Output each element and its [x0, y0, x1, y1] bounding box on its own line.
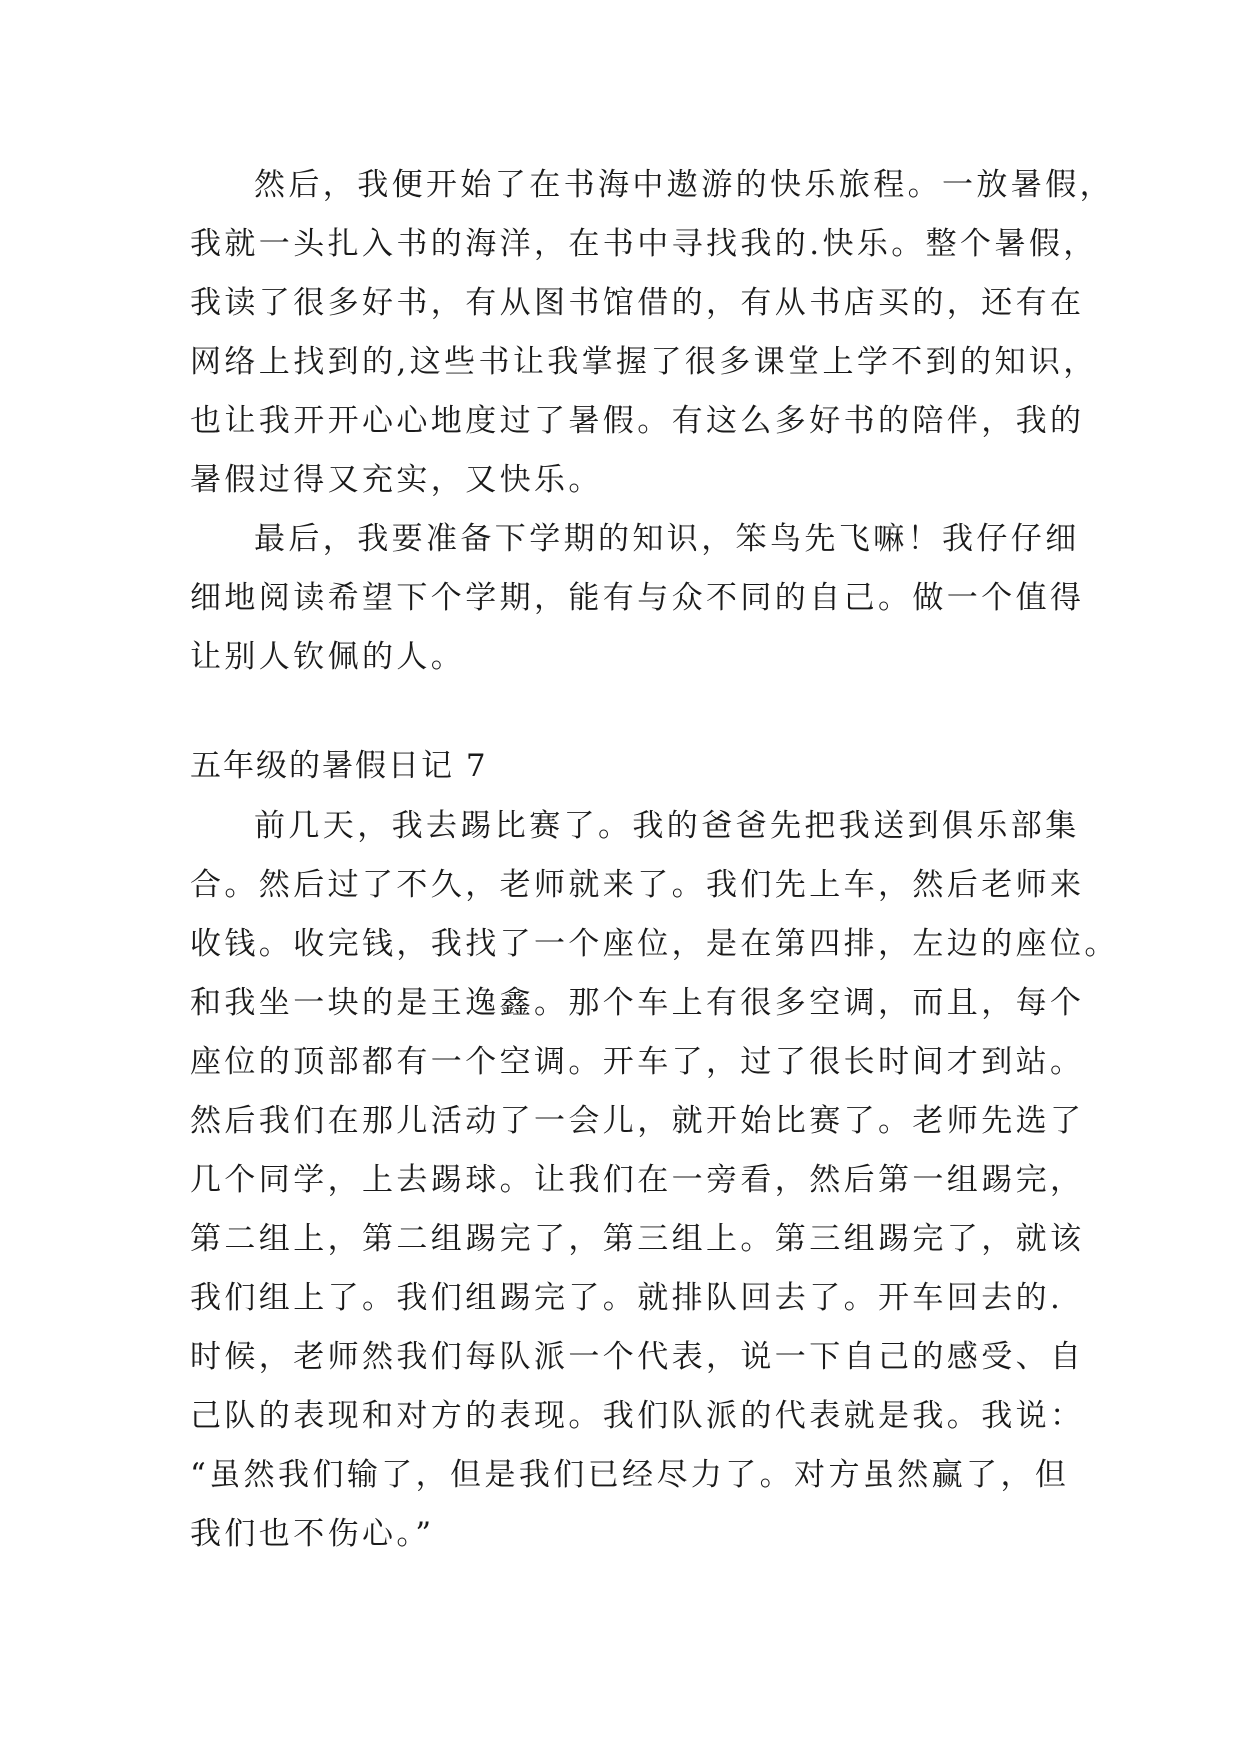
paragraph-1-line-5: 也让我开开心心地度过了暑假。有这么多好书的陪伴，我的	[190, 403, 1085, 439]
paragraph-2-line-3: 让别人钦佩的人。	[190, 639, 466, 675]
paragraph-2-line-1: 最后，我要准备下学期的知识，笨鸟先飞嘛！我仔仔细	[254, 521, 1080, 557]
paragraph-1-line-1: 然后，我便开始了在书海中遨游的快乐旅程。一放暑假，	[254, 167, 1114, 203]
paragraph-3-line-13: 我们也不伤心。”	[190, 1516, 435, 1552]
paragraph-1-line-2: 我就一头扎入书的海洋，在书中寻找我的.快乐。整个暑假，	[190, 226, 1098, 262]
paragraph-2-line-2: 细地阅读希望下个学期，能有与众不同的自己。做一个值得	[190, 580, 1085, 616]
paragraph-3-line-8: 第二组上，第二组踢完了，第三组上。第三组踢完了，就该	[190, 1221, 1085, 1257]
paragraph-3-line-2: 合。然后过了不久，老师就来了。我们先上车，然后老师来	[190, 867, 1085, 903]
paragraph-3-line-7: 几个同学，上去踢球。让我们在一旁看，然后第一组踢完，	[190, 1162, 1085, 1198]
paragraph-3-line-10: 时候，老师然我们每队派一个代表，说一下自己的感受、自	[190, 1339, 1085, 1375]
paragraph-3-line-1: 前几天，我去踢比赛了。我的爸爸先把我送到俱乐部集	[254, 808, 1080, 844]
paragraph-3-line-3: 收钱。收完钱，我找了一个座位，是在第四排，左边的座位。	[190, 926, 1119, 962]
paragraph-3-line-5: 座位的顶部都有一个空调。开车了，过了很长时间才到站。	[190, 1044, 1085, 1080]
paragraph-3-line-12: “虽然我们输了，但是我们已经尽力了。对方虽然赢了，但	[190, 1457, 1070, 1493]
paragraph-3-line-4: 和我坐一块的是王逸鑫。那个车上有很多空调，而且，每个	[190, 985, 1085, 1021]
section-heading: 五年级的暑假日记 7	[190, 748, 488, 784]
paragraph-3-line-6: 然后我们在那儿活动了一会儿，就开始比赛了。老师先选了	[190, 1103, 1085, 1139]
paragraph-1-line-4: 网络上找到的,这些书让我掌握了很多课堂上学不到的知识，	[190, 344, 1098, 380]
paragraph-3-line-9: 我们组上了。我们组踢完了。就排队回去了。开车回去的.	[190, 1280, 1064, 1316]
paragraph-1-line-6: 暑假过得又充实，又快乐。	[190, 462, 603, 498]
paragraph-1-line-3: 我读了很多好书，有从图书馆借的，有从书店买的，还有在	[190, 285, 1085, 321]
paragraph-3-line-11: 己队的表现和对方的表现。我们队派的代表就是我。我说：	[190, 1398, 1085, 1434]
